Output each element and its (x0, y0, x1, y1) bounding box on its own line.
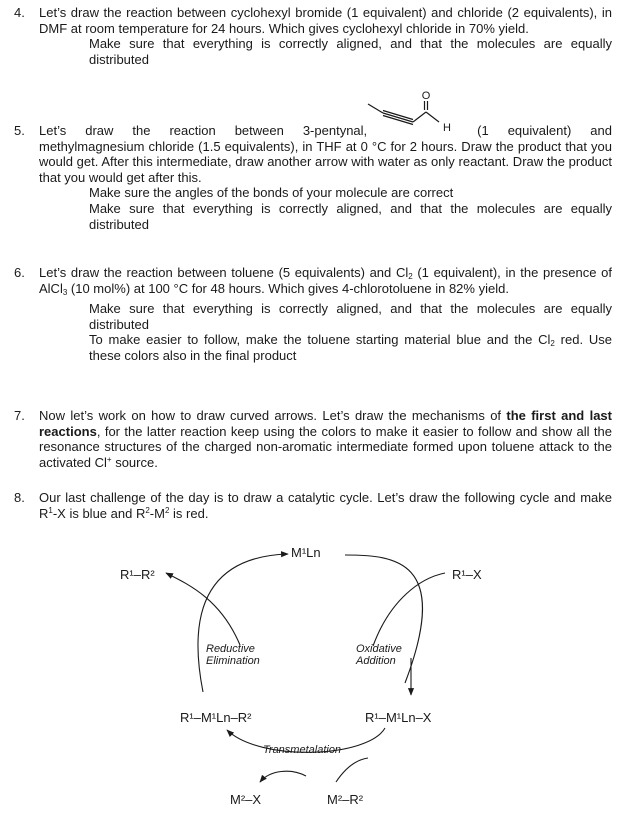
question-number: 7. (14, 408, 25, 423)
question-8 (14, 490, 612, 521)
question-number: 8. (14, 490, 25, 505)
question-number: 6. (14, 265, 25, 280)
note-part: red. Use these colors also in the final product (89, 332, 612, 363)
question-text-part: source. (111, 454, 158, 470)
question-text-part: (1 equivalent), in the presence of AlCl (39, 265, 612, 296)
reductive-elimination-label (206, 643, 260, 667)
question-text: Let’s draw the reaction between cyclohexyl bromide (1 equivalent) and chloride (2 equivalents), in DMF at room temperature for 24 hours. Which gives cyclohexyl chloride in 70% yield. (39, 5, 612, 36)
pentynal-bonds (368, 101, 439, 125)
question-number: 4. (14, 5, 25, 20)
question-text-bold: the first and last reactions (39, 408, 612, 439)
r1r2-release-arrow (166, 573, 240, 645)
superscript: 2 (164, 505, 170, 515)
byproduct-m2x-label: M²–X (230, 792, 262, 807)
question-text (39, 123, 612, 185)
question-note (89, 332, 612, 363)
reactant-r1x-label: R¹–X (452, 567, 482, 582)
label-line: Elimination (206, 655, 260, 667)
question-note: Make sure that everything is correctly aligned, and that the molecules are equally distributed (89, 200, 612, 232)
hydrogen-label: H (443, 122, 451, 134)
question-number: 5. (14, 123, 25, 138)
label-line: Addition (356, 655, 396, 667)
label-line: Reductive (206, 643, 255, 655)
bond (413, 112, 426, 122)
question-note: Make sure that everything is correctly aligned, and that the molecules are equally distributed (89, 36, 612, 67)
question-text-part: Our last challenge of the day is to draw a catalytic cycle. Let’s draw the following cycle and make R (39, 490, 612, 521)
bond-triple (383, 111, 413, 120)
oxygen-label: O (421, 90, 431, 102)
question-note: Make sure that everything is correctly aligned, and that the molecules are equally distributed (89, 301, 612, 332)
question-4 (14, 5, 612, 67)
note-part: To make easier to follow, make the toluene starting material blue and the Cl (89, 332, 551, 348)
product-r1r2-label: R¹–R² (120, 567, 155, 582)
subscript: 2 (408, 272, 413, 281)
reductive-elimination-arc (198, 554, 288, 692)
oxidative-addition-label (356, 643, 402, 667)
question-7 (14, 408, 612, 470)
bond (426, 112, 439, 122)
question-note: Make sure the angles of the bonds of your molecule are correct (89, 185, 454, 201)
question-text-part: Let’s draw the reaction between toluene (5 equivalents) and Cl (39, 265, 409, 280)
r1x-entry-curve (373, 573, 445, 646)
intermediate-r1m1x-label: R¹–M¹Ln–X (365, 710, 432, 725)
subscript: 2 (550, 339, 555, 349)
question-text-part: is red. (169, 505, 209, 521)
question-text-part: Now let’s work on how to draw curved arrows. Let’s draw the mechanisms of (39, 408, 507, 423)
superscript: 2 (145, 505, 150, 515)
superscript: + (106, 454, 112, 464)
catalyst-label: M¹Ln (291, 545, 321, 560)
question-5 (14, 123, 612, 232)
question-text (39, 490, 612, 521)
reagent-m2r2-label: M²–R² (327, 792, 364, 807)
question-text-part: Let’s draw the reaction between 3-pentynal, (39, 123, 368, 138)
structure-placeholder (367, 134, 477, 135)
question-text (39, 408, 612, 470)
transmetalation-label: Transmetalation (263, 744, 342, 756)
question-text-part: , for the latter reaction keep using the colors to make it easier to follow and show all the resonance structures of the charged non-aromatic intermediate formed upon toluene attack to the activated Cl (39, 423, 612, 470)
superscript: 1 (48, 505, 53, 515)
question-text (39, 265, 612, 296)
subscript: 3 (62, 287, 68, 297)
intermediate-r1m1r2-label: R¹–M¹Ln–R² (180, 710, 252, 725)
question-6 (14, 265, 612, 364)
m2r2-entry-curve (336, 758, 368, 782)
question-text-part: -M (149, 505, 165, 521)
bond (368, 104, 383, 113)
m2x-release-arrow (260, 771, 306, 782)
bond-triple (383, 113, 413, 122)
question-text-part: -X is blue and R (52, 505, 146, 521)
question-text-part: (10 mol%) at 100 °C for 48 hours. Which gives 4-chlorotoluene in 82% yield. (67, 280, 509, 296)
label-line: Oxidative (356, 643, 402, 655)
question-text-part: (1 equivalent) and methylmagnesium chloride (1.5 equivalents), in THF at 0 °C for 2 hours. Draw the product that you would get. After this intermediate, draw another arrow with water as only reactant. Draw the product that you would get after this. (39, 123, 612, 185)
